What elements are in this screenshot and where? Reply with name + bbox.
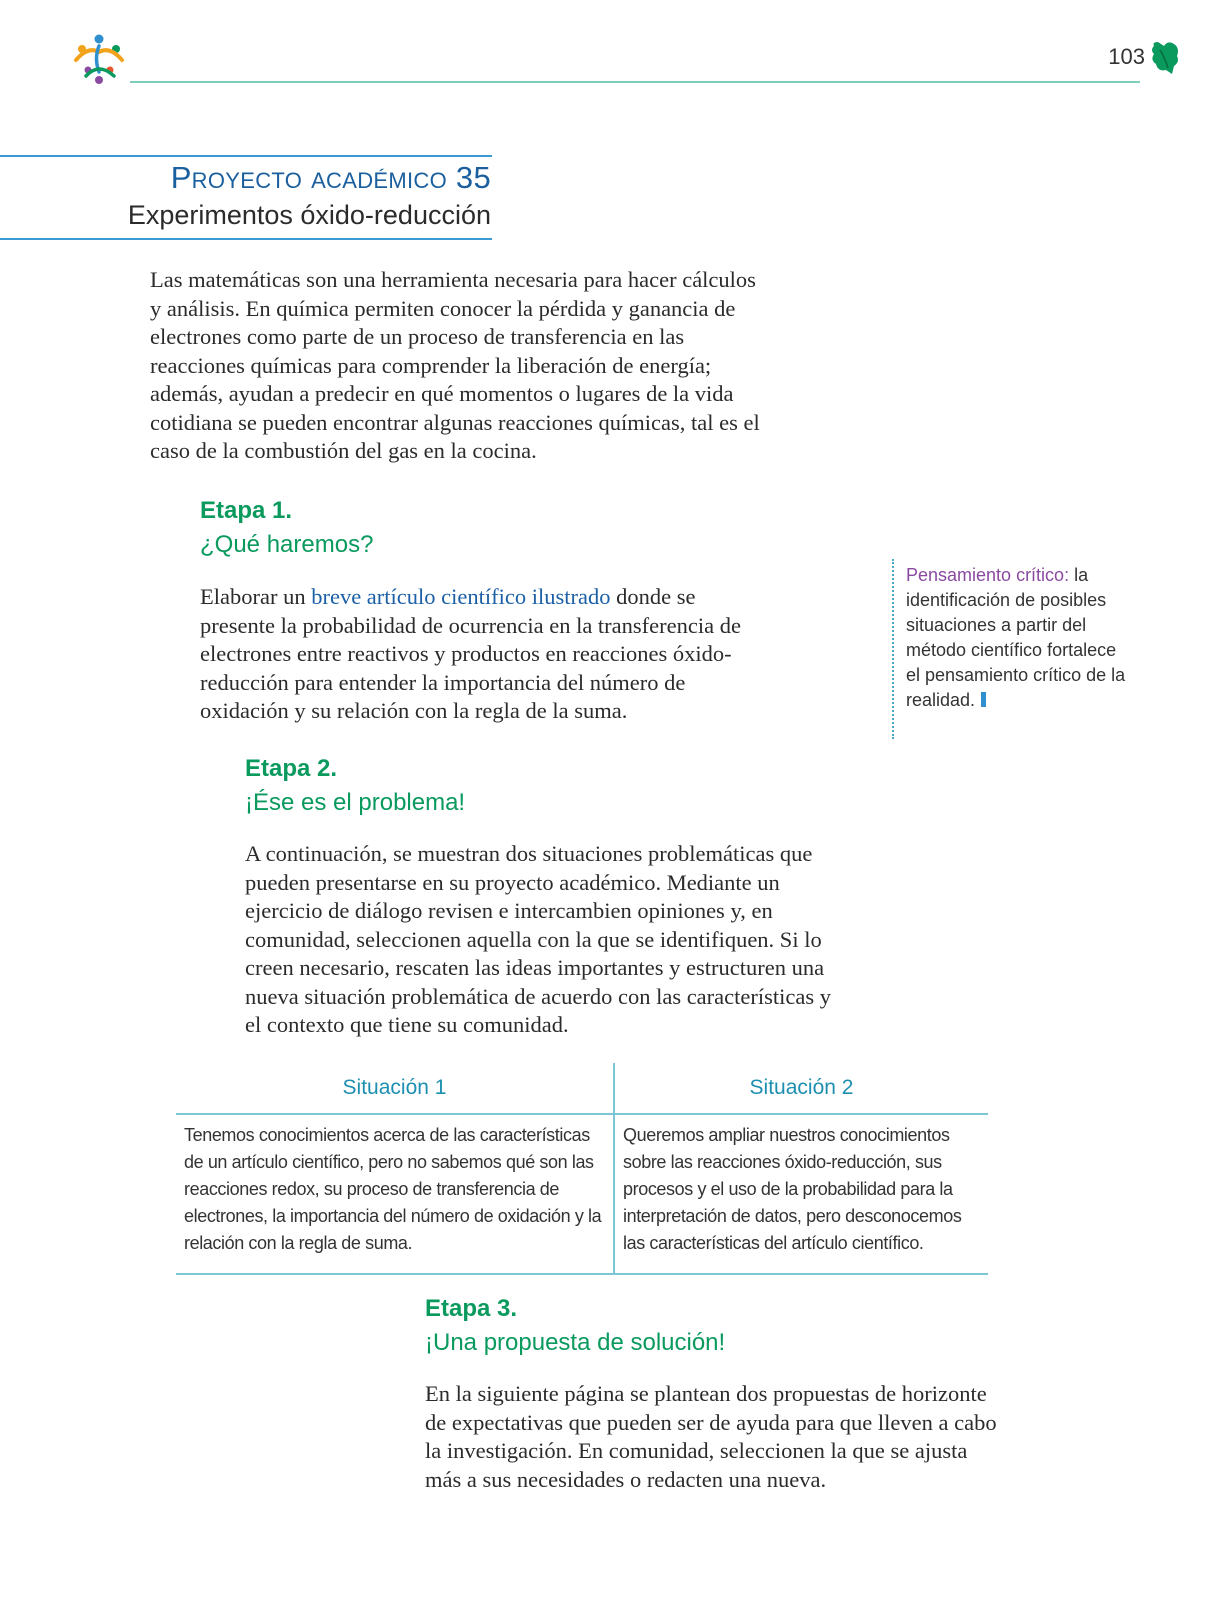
stage-3-number: Etapa 3. [425, 1295, 518, 1322]
side-note [906, 563, 1126, 713]
article-link[interactable]: breve artículo científico ilustrado [311, 584, 611, 609]
side-note-rule [892, 559, 894, 739]
situation-1-text: Tenemos conocimientos acerca de las características de un artículo científico, pero no sabemos qué son las reacciones redox, su proceso de transferencia de electrones, la importancia del número de oxidación y la relación con la regla de suma. [184, 1125, 602, 1253]
stage-1-text-before: Elaborar un [200, 584, 312, 609]
situations-table [176, 1063, 988, 1275]
stage-1-paragraph [200, 583, 760, 726]
table-header-rule [176, 1113, 988, 1115]
stage-3-paragraph: En la siguiente página se plantean dos propuestas de horizonte de expectativas que pueden ser de ayuda para que lleven a cabo la investigación. En comunidad, seleccionen la que se ajusta más a sus necesidades o redacten una nueva. [425, 1381, 997, 1492]
side-note-label: Pensamiento crítico: [906, 565, 1070, 585]
page-number: 103 [1108, 44, 1145, 69]
title-rule-bottom [0, 238, 492, 240]
stage-2-number: Etapa 2. [245, 755, 338, 782]
stage-1-text-after: donde se presente la probabilidad de ocurrencia en la transferencia de electrones entre reactivos y productos en reacciones óxido-reducción para entender la importancia del número de oxidación y su relación con la regla de la suma. [200, 584, 741, 723]
stage-2-title: ¡Ése es el problema! [245, 789, 466, 816]
end-mark-icon [981, 692, 986, 707]
table-bottom-rule [176, 1273, 988, 1275]
header-rule [130, 81, 1140, 83]
intro-paragraph: Las matemáticas son una herramienta necesaria para hacer cálculos y análisis. En química permiten conocer la pérdida y ganancia de electrones como parte de un proceso de transferencia en las reacciones químicas para comprender la liberación de energía; además, ayudan a predecir en qué momentos o lugares de la vida cotidiana se pueden encontrar algunas reacciones químicas, tal es el caso de la combustión del gas en la cocina. [150, 267, 760, 463]
stage-1-number: Etapa 1. [200, 497, 293, 524]
title-rule-top [0, 155, 492, 157]
situation-2-text: Queremos ampliar nuestros conocimientos sobre las reacciones óxido-reducción, sus procesos y el uso de la probabilidad para la interpretación de datos, pero desconocemos las características del artículo científico. [623, 1125, 962, 1253]
stage-2-paragraph: A continuación, se muestran dos situaciones problemáticas que pueden presentarse en su proyecto académico. Mediante un ejercicio de diálogo revisen e intercambien opiniones y, en comunidad, seleccionen aquella con la que se identifiquen. Si lo creen necesario, rescaten las ideas importantes y estructuren una nueva situación problemática de acuerdo con las características y el contexto que tiene su comunidad. [245, 841, 831, 1037]
stage-1-title: ¿Qué haremos? [200, 531, 374, 558]
situation-2-header: Situación 2 [749, 1076, 854, 1099]
stage-3-title: ¡Una propuesta de solución! [425, 1329, 726, 1356]
community-figures-logo [70, 32, 128, 86]
side-note-text: la identificación de posibles situaciones a partir del método científico fortalece el pensamiento crítico de la realidad. [906, 565, 1126, 710]
project-subtitle: Experimentos óxido-reducción [127, 200, 491, 230]
situation-1-header: Situación 1 [342, 1076, 447, 1099]
green-leaf-icon [1150, 40, 1180, 76]
project-title: Proyecto académico 35 [170, 160, 491, 195]
